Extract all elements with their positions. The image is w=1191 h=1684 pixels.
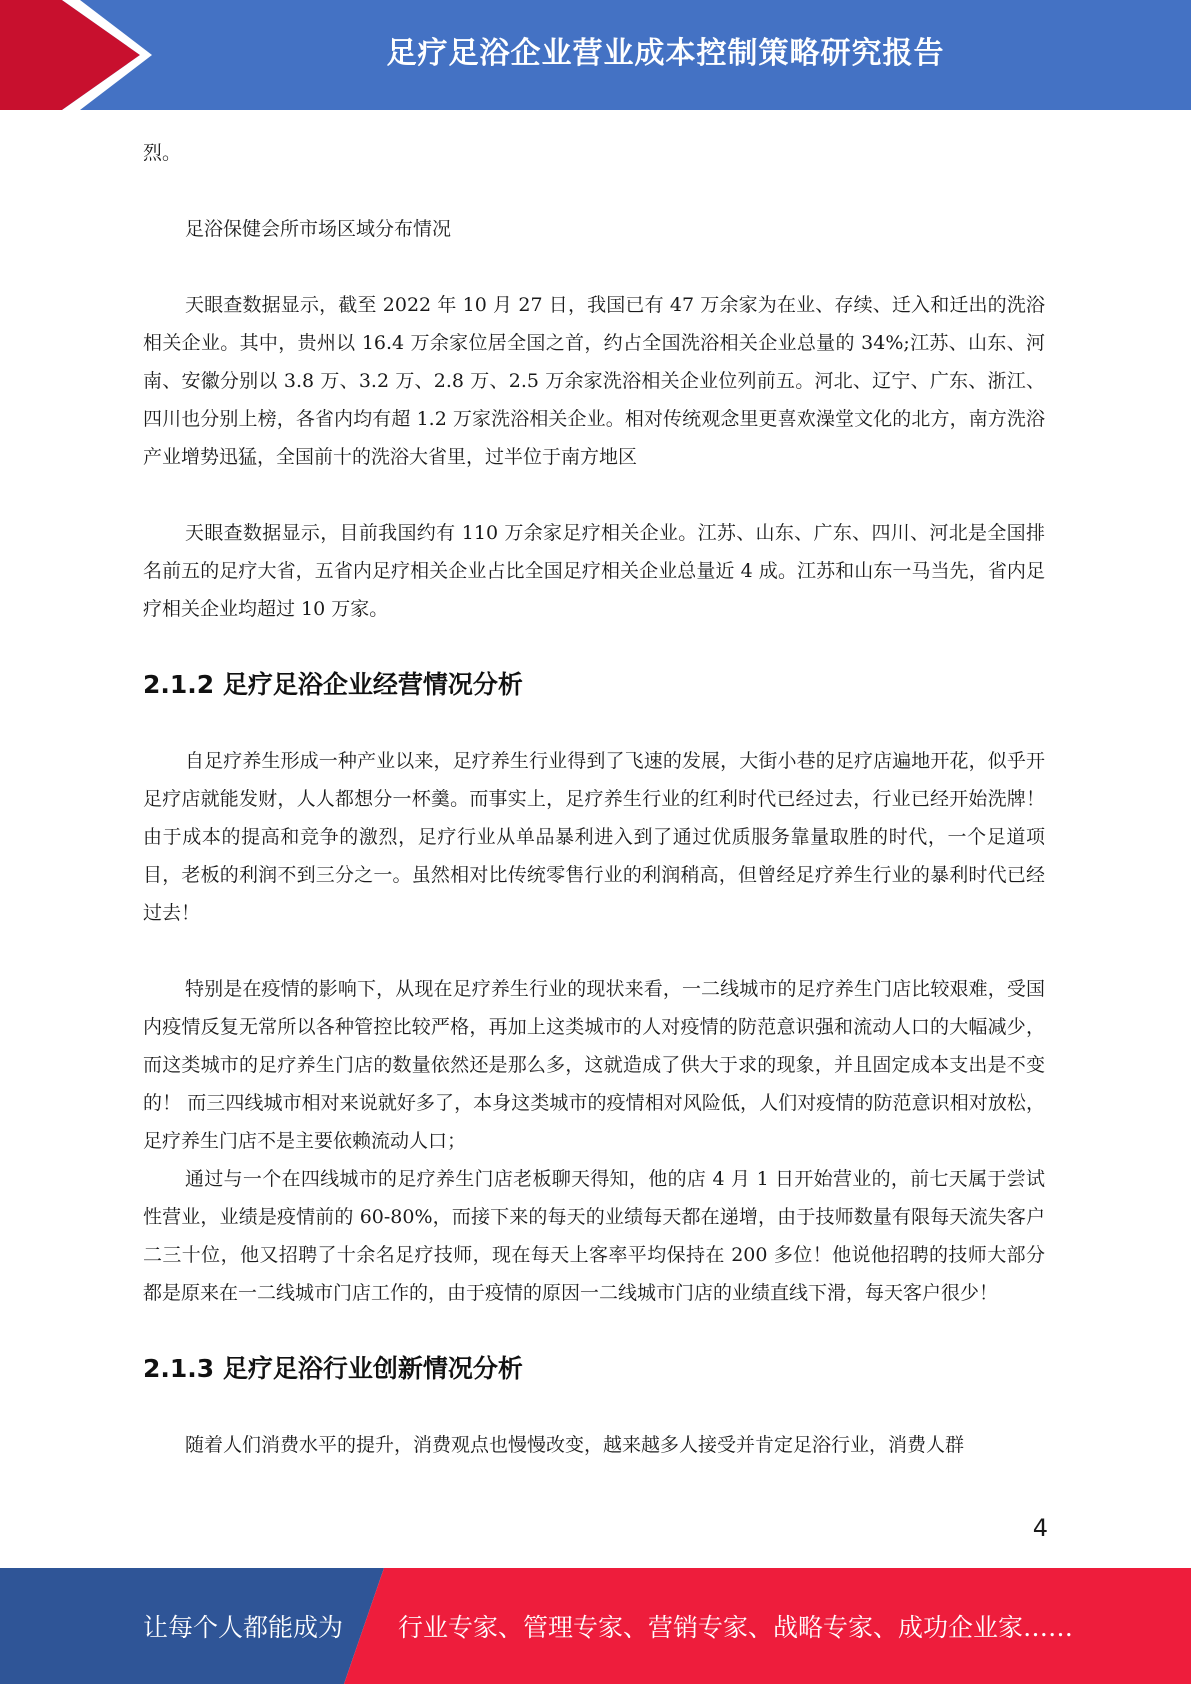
section-heading-2-1-2: 2.1.2 足疗足浴企业经营情况分析 xyxy=(143,670,523,699)
paragraph-foot-statistics: 天眼查数据显示，目前我国约有 110 万余家足疗相关企业。江苏、山东、广东、四川、河北是全国排名前五的足疗大省，五省内足疗相关企业占比全国足疗相关企业总量近 4 成。江苏和山东一马当先，省内足疗相关企业均超过 10 万家。 xyxy=(143,522,1045,620)
page-footer xyxy=(0,1568,1191,1684)
paragraph-operations-c: 通过与一个在四线城市的足疗养生门店老板聊天得知，他的店 4 月 1 日开始营业的，前七天属于尝试性营业，业绩是疫情前的 60-80%，而接下来的每天的业绩每天都在递增，由于技师数量有限每天流失客户二三十位，他又招聘了十余名足疗技师，现在每天上客率平均保持在 200 多位！他说他招聘的技师大部分都是原来在一二线城市门店工作的，由于疫情的原因一二线城市门店的业绩直线下滑，每天客户很少！ xyxy=(143,1168,1045,1304)
paragraph-continuation: 烈。 xyxy=(143,142,182,164)
footer-slogan-left: 让每个人都能成为 xyxy=(143,1613,344,1642)
paragraph-distribution-title: 足浴保健会所市场区域分布情况 xyxy=(185,218,452,240)
paragraph-operations-a: 自足疗养生形成一种产业以来，足疗养生行业得到了飞速的发展，大街小巷的足疗店遍地开花，似乎开足疗店就能发财，人人都想分一杯羹。而事实上，足疗养生行业的红利时代已经过去，行业已经开始洗牌！由于成本的提高和竞争的激烈，足疗行业从单品暴利进入到了通过优质服务靠量取胜的时代，一个足道项目，老板的利润不到三分之一。虽然相对比传统零售行业的利润稍高，但曾经足疗养生行业的暴利时代已经过去！ xyxy=(143,750,1045,924)
report-title: 足疗足浴企业营业成本控制策略研究报告 xyxy=(386,36,945,71)
page-body xyxy=(143,134,1045,1464)
page-number: 4 xyxy=(1032,1514,1048,1542)
section-heading-2-1-3: 2.1.3 足疗足浴行业创新情况分析 xyxy=(143,1354,523,1383)
paragraph-operations-b: 特别是在疫情的影响下，从现在足疗养生行业的现状来看，一二线城市的足疗养生门店比较艰难，受国内疫情反复无常所以各种管控比较严格，再加上这类城市的人对疫情的防范意识强和流动人口的大幅减少，而这类城市的足疗养生门店的数量依然还是那么多，这就造成了供大于求的现象，并且固定成本支出是不变的！ 而三四线城市相对来说就好多了，本身这类城市的疫情相对风险低，人们对疫情的防范意识相对放松，足疗养生门店不是主要依赖流动人口； xyxy=(143,978,1045,1152)
page-header xyxy=(0,0,1191,110)
paragraph-bath-statistics: 天眼查数据显示，截至 2022 年 10 月 27 日，我国已有 47 万余家为在业、存续、迁入和迁出的洗浴相关企业。其中，贵州以 16.4 万余家位居全国之首，约占全国洗浴相关企业总量的 34%;江苏、山东、河南、安徽分别以 3.8 万、3.2 万、2.8 万、2.5 万余家洗浴相关企业位列前五。河北、辽宁、广东、浙江、四川也分别上榜，各省内均有超 1.2 万家洗浴相关企业。相对传统观念里更喜欢澡堂文化的北方，南方洗浴产业增势迅猛，全国前十的洗浴大省里，过半位于南方地区 xyxy=(143,294,1045,468)
paragraph-innovation-a: 随着人们消费水平的提升，消费观点也慢慢改变，越来越多人接受并肯定足浴行业，消费人群 xyxy=(185,1434,965,1456)
footer-slogan-right: 行业专家、管理专家、营销专家、战略专家、成功企业家…… xyxy=(398,1613,1074,1642)
